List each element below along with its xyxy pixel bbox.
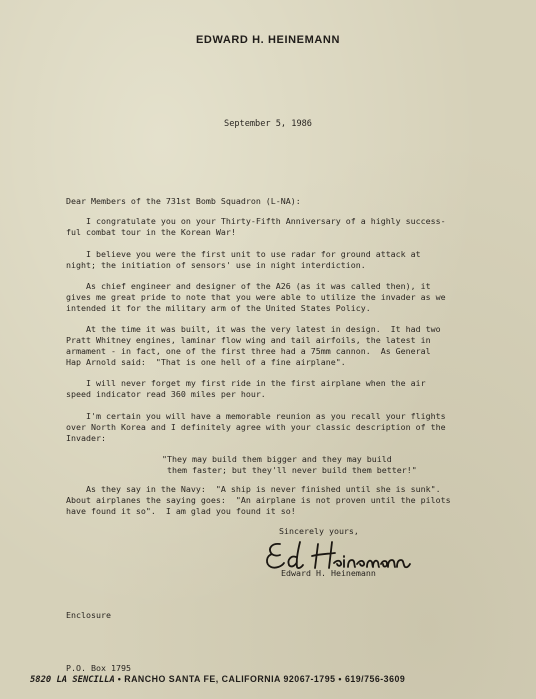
paragraph-first-ride: I will never forget my first ride in the first airplane when the air speed indicator read 360 miles per hour. <box>66 378 426 399</box>
footer-address-text: • RANCHO SANTA FE, CALIFORNIA 92067-1795 • 619/756-3609 <box>114 674 406 684</box>
paragraph-navy-saying: As they say in the Navy: "A ship is never finished until she is sunk". About airplanes the saying goes: "An airplane is not proven until the pilots have found it so". I am glad you found it so! <box>66 484 451 516</box>
paragraph-design-details: At the time it was built, it was the very latest in design. It had two Pratt Whitney engines, laminar flow wing and tail airfoils, the latest in armament - in fact, one of the first three had a 75mm cannon. As General Hap Arnold said: "That is one hell of a fine airplane". <box>66 324 441 367</box>
paragraph-radar: I believe you were the first unit to use radar for ground attack at night; the initiation of sensors' use in night interdiction. <box>66 249 421 270</box>
paragraph-congratulations: I congratulate you on your Thirty-Fifth Anniversary of a highly success- ful combat tour in the Korean War! <box>66 216 446 237</box>
po-box: P.O. Box 1795 <box>66 663 131 673</box>
footer-address <box>30 674 510 685</box>
letter-date: September 5, 1986 <box>224 119 312 129</box>
letterhead: EDWARD H. HEINEMANN <box>195 34 340 46</box>
struck-street-address: 5820 LA SENCILLA <box>30 675 115 685</box>
paragraph-reunion: I'm certain you will have a memorable reunion as you recall your flights over North Korea and I definitely agree with your classic description of the Invader: <box>66 411 446 443</box>
invader-quote: "They may build them bigger and they may build them faster; but they'll never build them better!" <box>162 454 417 475</box>
signer-name: Edward H. Heinemann <box>281 568 376 578</box>
salutation: Dear Members of the 731st Bomb Squadron (L-NA): <box>66 196 301 206</box>
enclosure-note: Enclosure <box>66 610 111 620</box>
complimentary-close: Sincerely yours, <box>279 526 359 536</box>
paragraph-designer: As chief engineer and designer of the A26 (as it was called then), it gives me great pride to note that you were able to utilize the invader as we intended it for the military arm of the United States Policy. <box>66 281 446 313</box>
